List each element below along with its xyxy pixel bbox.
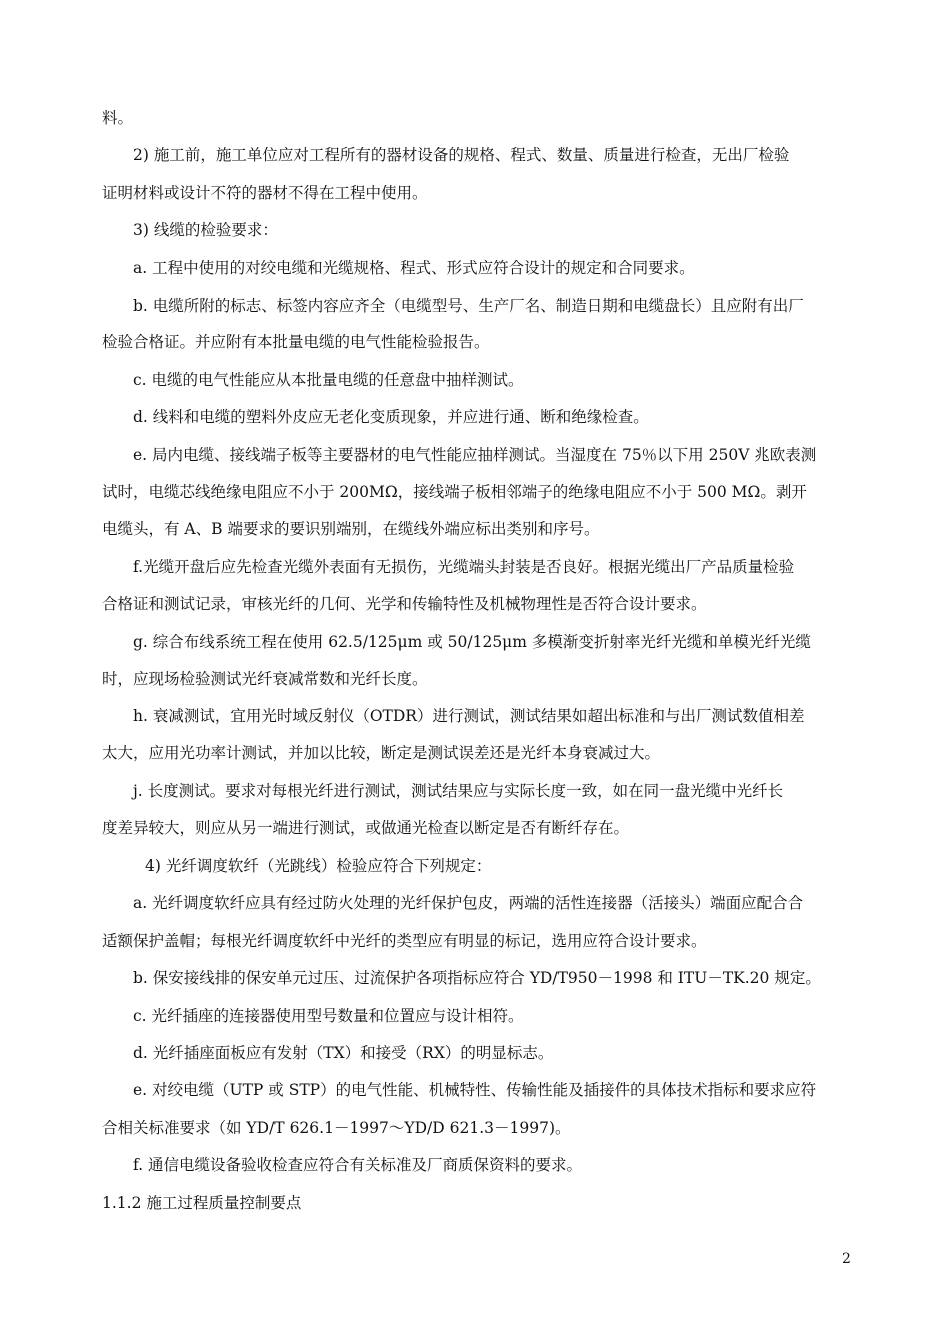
text-line: 试时，电缆芯线绝缘电阻应不小于 200MΩ，接线端子板相邻端子的绝缘电阻应不小于 500 MΩ。剥开 (102, 483, 807, 501)
text-line: 4) 光纤调度软纤（光跳线）检验应符合下列规定： (145, 857, 492, 875)
text-line: 证明材料或设计不符的器材不得在工程中使用。 (102, 184, 428, 202)
text-line: c. 光纤插座的连接器使用型号数量和位置应与设计相符。 (133, 1007, 524, 1025)
text-line: b. 保安接线排的保安单元过压、过流保护各项指标应符合 YD/T950－1998 和 ITU－TK.20 规定。 (133, 969, 821, 987)
text-line: f. 通信电缆设备验收检查应符合有关标准及厂商质保资料的要求。 (133, 1156, 583, 1174)
text-line: 2) 施工前，施工单位应对工程所有的器材设备的规格、程式、数量、质量进行检查，无出厂检验 (133, 146, 790, 164)
text-line: 合格证和测试记录，审核光纤的几何、光学和传输特性及机械物理性是否符合设计要求。 (102, 595, 707, 613)
text-line: 检验合格证。并应附有本批量电缆的电气性能检验报告。 (102, 333, 490, 351)
text-line: b. 电缆所附的标志、标签内容应齐全（电缆型号、生产厂名、制造日期和电缆盘长）且应附有出厂 (133, 297, 804, 315)
text-line: a. 工程中使用的对绞电缆和光缆规格、程式、形式应符合设计的规定和合同要求。 (133, 259, 695, 277)
text-line: g. 综合布线系统工程在使用 62.5/125μm 或 50/125μm 多模渐变折射率光纤光缆和单模光纤光缆 (133, 633, 811, 651)
text-line: c. 电缆的电气性能应从本批量电缆的任意盘中抽样测试。 (133, 371, 524, 389)
text-line: j. 长度测试。要求对每根光纤进行测试，测试结果应与实际长度一致，如在同一盘光缆中光纤长 (133, 782, 784, 800)
text-line: d. 线料和电缆的塑料外皮应无老化变质现象，并应进行通、断和绝缘检查。 (133, 408, 649, 426)
text-line: 料。 (102, 109, 134, 127)
text-line: f.光缆开盘后应先检查光缆外表面有无损伤，光缆端头封装是否良好。根据光缆出厂产品质量检验 (133, 558, 795, 576)
text-line: 电缆头，有 A、B 端要求的要识别端别，在缆线外端应标出类别和序号。 (102, 520, 600, 538)
text-line: e. 对绞电缆（UTP 或 STP）的电气性能、机械特性、传输性能及插接件的具体技术指标和要求应符 (133, 1081, 817, 1099)
page-number: 2 (842, 1251, 851, 1267)
text-line: h. 衰减测试，宜用光时域反射仪（OTDR）进行测试，测试结果如超出标准和与出厂测试数值相差 (133, 707, 805, 725)
text-line: a. 光纤调度软纤应具有经过防火处理的光纤保护包皮，两端的活性连接器（活接头）端面应配合合 (133, 894, 804, 912)
text-line: 3) 线缆的检验要求： (133, 221, 278, 239)
text-line: 适额保护盖帽；每根光纤调度软纤中光纤的类型应有明显的标记，选用应符合设计要求。 (102, 932, 707, 950)
text-line: 太大，应用光功率计测试，并加以比较，断定是测试误差还是光纤本身衰减过大。 (102, 744, 661, 762)
text-line: 合相关标准要求（如 YD/T 626.1－1997～YD/D 621.3－1997)。 (102, 1119, 571, 1137)
text-line: 度差异较大，则应从另一端进行测试，或做通光检查以断定是否有断纤存在。 (102, 819, 630, 837)
text-line: d. 光纤插座面板应有发射（TX）和接受（RX）的明显标志。 (133, 1044, 554, 1062)
text-line: 时，应现场检验测试光纤衰减常数和光纤长度。 (102, 670, 428, 688)
section-heading: 1.1.2 施工过程质量控制要点 (102, 1194, 302, 1212)
text-line: e. 局内电缆、接线端子板等主要器材的电气性能应抽样测试。当湿度在 75％以下用 250V 兆欧表测 (133, 446, 817, 464)
